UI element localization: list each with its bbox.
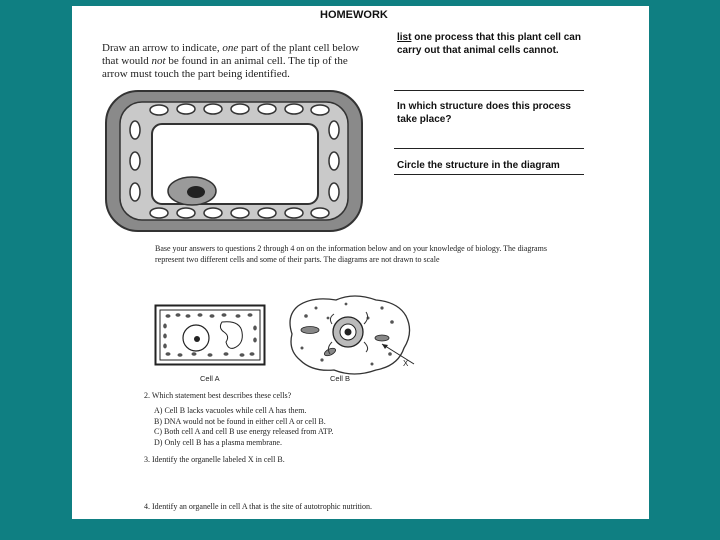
question-4: 4. Identify an organelle in cell A that is the site of autotrophic nutrition.	[144, 502, 373, 511]
cell-b-mitochondrion	[301, 327, 319, 334]
question-3: 3. Identify the organelle labeled X in cell B.	[144, 455, 285, 464]
question-2-options	[154, 406, 333, 448]
cell-b-label: Cell B	[330, 374, 351, 383]
option-d: D) Only cell B has a plasma membrane.	[154, 437, 282, 447]
homework-page	[72, 6, 649, 519]
option-a: A) Cell B lacks vacuoles while cell A has them.	[154, 406, 307, 415]
cell-b-x-label: X	[403, 359, 409, 368]
question-structure: In which structure does this process take place?	[397, 101, 571, 125]
cell-b-diagram	[282, 294, 422, 376]
option-b: B) DNA would not be found in either cell A or cell B.	[154, 416, 326, 426]
question-list-process: list one process that this plant cell can carry out that animal cells cannot.	[397, 32, 581, 56]
question-circle: Circle the structure in the diagram	[397, 160, 560, 171]
answer-line-1	[394, 90, 584, 91]
answer-line-2	[394, 148, 584, 149]
answer-line-3	[394, 174, 584, 175]
passage-text: Base your answers to questions 2 through 4 on on the information below and on your knowledge of biology. The diagrams represent two different cells and some of their parts. The diagrams are not drawn to scale	[155, 244, 547, 264]
arrow-instruction: Draw an arrow to indicate, one part of the plant cell below that would not be found in an animal cell. The tip of the arrow must touch the part being identified.	[102, 42, 360, 80]
plant-cell-diagram	[102, 86, 372, 241]
nucleolus	[187, 186, 205, 198]
cell-a-diagram	[154, 304, 266, 366]
option-c: C) Both cell A and cell B use energy released from ATP.	[154, 427, 334, 437]
cell-a-label: Cell A	[200, 374, 220, 383]
page-title: HOMEWORK	[320, 9, 388, 21]
question-2-stem: 2. Which statement best describes these cells?	[144, 391, 292, 400]
